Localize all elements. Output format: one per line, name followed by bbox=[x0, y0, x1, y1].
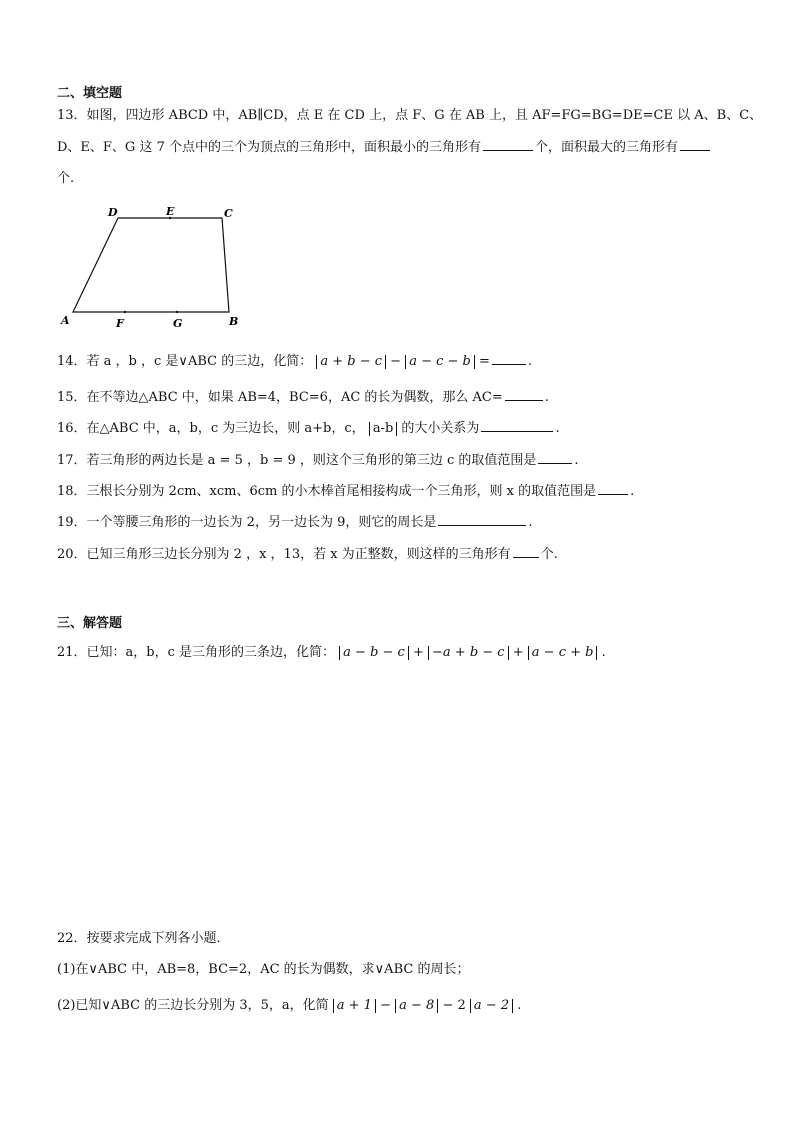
q18-blank[interactable] bbox=[598, 482, 628, 495]
q17-blank[interactable] bbox=[538, 451, 572, 464]
q14 bbox=[57, 352, 532, 371]
label-D: D bbox=[108, 206, 118, 219]
q22-minus1: − bbox=[380, 998, 391, 1013]
q18-text: 18．三根长分别为 2cm、xcm、6cm 的小木棒首尾相接构成一个三角形，则 x 的取值范围是 bbox=[57, 484, 597, 499]
q21-plus2: + bbox=[512, 645, 524, 660]
q21-plus1: + bbox=[412, 645, 424, 660]
q13-blank-min[interactable] bbox=[483, 138, 533, 151]
q16 bbox=[57, 419, 560, 438]
q22-part2-text: (2)已知∨ABC 的三边长分别为 3，5，a，化简 bbox=[57, 998, 329, 1013]
label-C: C bbox=[224, 207, 233, 220]
label-B: B bbox=[229, 315, 239, 328]
q19-text: 19．一个等腰三角形的一边长为 2，另一边长为 9，则它的周长是 bbox=[57, 515, 437, 530]
q13-line2 bbox=[57, 138, 712, 157]
section-answer-title: 三、解答题 bbox=[57, 616, 123, 631]
q20-text: 20．已知三角形三边长分别为 2 ，x ，13，若 x 为正整数，则这样的三角形有 bbox=[57, 547, 511, 562]
q21-abs2: −a + b − c bbox=[428, 646, 509, 660]
label-A: A bbox=[61, 314, 70, 327]
q20-end: 个. bbox=[540, 547, 558, 562]
q16-abs: a-b bbox=[369, 422, 397, 436]
label-F: F bbox=[116, 317, 124, 330]
q22-end: . bbox=[517, 998, 522, 1013]
q22-abs3: a − 2 bbox=[470, 999, 513, 1013]
trapezoid-figure bbox=[55, 200, 255, 335]
q17-text: 17．若三角形的两边长是 a = 5 ，b = 9 ，则这个三角形的第三边 c 的取值范围是 bbox=[57, 453, 537, 468]
q16-text: 16．在△ABC 中，a，b，c 为三边长，则 a+b，c， bbox=[57, 421, 365, 436]
q22-part1: (1)在∨ABC 中，AB=8，BC=2，AC 的长为偶数，求∨ABC 的周长； bbox=[57, 962, 470, 977]
q16-blank[interactable] bbox=[481, 419, 553, 432]
q22-abs1: a + 1 bbox=[333, 999, 376, 1013]
q21 bbox=[57, 644, 606, 662]
q16-text2: 的大小关系为 bbox=[401, 421, 480, 436]
q22-part2 bbox=[57, 997, 521, 1015]
q19 bbox=[57, 513, 533, 532]
q17-end: . bbox=[574, 453, 579, 468]
q13-line2-text-a: D、E、F、G 这 7 个点中的三个为顶点的三角形中，面积最小的三角形有 bbox=[57, 140, 481, 155]
q15-blank[interactable] bbox=[505, 388, 543, 401]
q20-blank[interactable] bbox=[513, 545, 539, 558]
label-E: E bbox=[166, 205, 175, 218]
q20 bbox=[57, 545, 558, 564]
q18 bbox=[57, 482, 634, 501]
q14-end: . bbox=[527, 354, 533, 369]
q14-blank[interactable] bbox=[492, 352, 526, 365]
q14-minus: − bbox=[390, 354, 402, 369]
q18-end: . bbox=[630, 484, 635, 499]
label-G: G bbox=[173, 317, 183, 330]
q14-abs1: a + b − c bbox=[316, 355, 386, 369]
q21-abs3: a − c + b bbox=[528, 646, 598, 660]
q21-abs1: a − b − c bbox=[339, 646, 409, 660]
q13-line1: 13．如图，四边形 ABCD 中，AB∥CD，点 E 在 CD 上，点 F、G 在 AB 上，且 AF=FG=BG=DE=CE 以 A、B、C、 bbox=[57, 108, 763, 123]
q14-abs2: a − c − b bbox=[405, 355, 475, 369]
q16-end: . bbox=[555, 421, 560, 436]
section-fill-in-title: 二、填空题 bbox=[57, 86, 123, 101]
q22-abs2: a − 8 bbox=[395, 999, 438, 1013]
q17 bbox=[57, 451, 579, 470]
q22-minus2: − 2 bbox=[442, 998, 466, 1013]
q14-text: 14．若 a ，b ，c 是∨ABC 的三边，化简： bbox=[57, 354, 313, 369]
q19-end: . bbox=[528, 515, 533, 530]
q15 bbox=[57, 388, 549, 407]
q13-line3: 个. bbox=[57, 171, 75, 186]
q21-end: . bbox=[601, 645, 606, 660]
q15-text: 15．在不等边△ABC 中，如果 AB=4，BC=6，AC 的长为偶数，那么 AC= bbox=[57, 390, 503, 405]
q14-eq: = bbox=[479, 354, 490, 369]
q22-title: 22．按要求完成下列各小题． bbox=[57, 931, 230, 946]
q19-blank[interactable] bbox=[438, 513, 526, 526]
q13-blank-max[interactable] bbox=[680, 138, 710, 151]
q21-text: 21．已知：a，b，c 是三角形的三条边，化简： bbox=[57, 645, 336, 660]
q13-line2-text-b: 个，面积最大的三角形有 bbox=[535, 140, 679, 155]
q15-end: . bbox=[544, 390, 549, 405]
